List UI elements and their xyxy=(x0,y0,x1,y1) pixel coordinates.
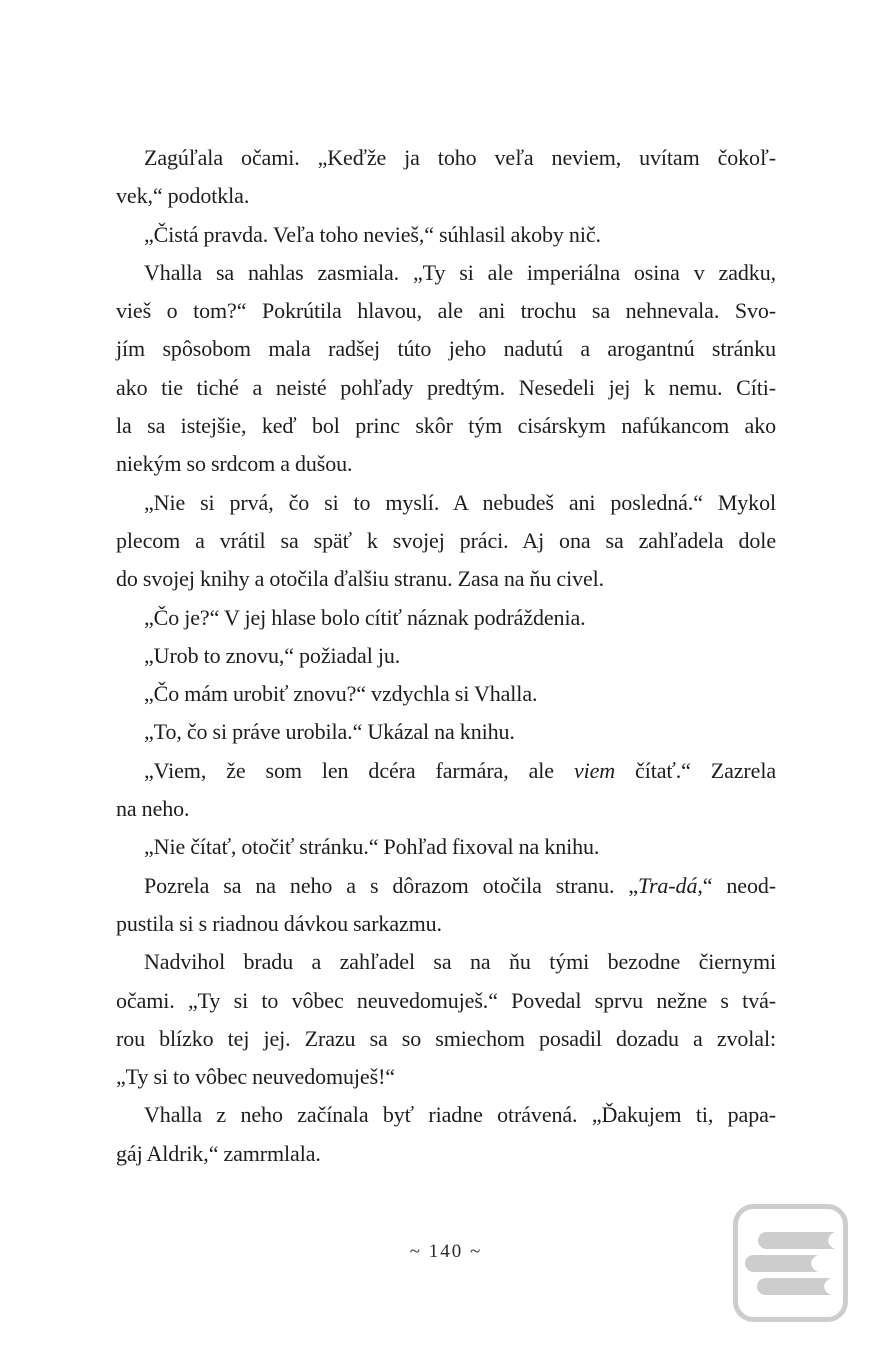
paragraph xyxy=(116,484,776,599)
text-line: „Nie čítať, otočiť stránku.“ Pohľad fixoval na knihu. xyxy=(144,834,600,860)
text-line: vieš o tom?“ Pokrútila hlavou, ale ani trochu sa nehnevala. Svo- xyxy=(116,298,776,324)
text-line: „Čo je?“ V jej hlase bolo cítiť náznak podráždenia. xyxy=(144,604,586,630)
paragraph xyxy=(116,713,776,751)
paragraph xyxy=(116,637,776,675)
page-text xyxy=(116,139,776,1173)
paragraph xyxy=(116,216,776,254)
text-line: jím spôsobom mala radšej túto jeho nadutú a arogantnú stránku xyxy=(116,336,776,362)
text-line: Zagúľala očami. „Keďže ja toho veľa neviem, uvítam čokoľ- xyxy=(144,145,776,170)
paragraph xyxy=(116,254,776,484)
paragraph xyxy=(116,828,776,866)
text-line: gáj Aldrik,“ zamrmlala. xyxy=(116,1140,321,1166)
paragraph xyxy=(116,867,776,944)
text-line: Vhalla sa nahlas zasmiala. „Ty si ale imperiálna osina v zadku, xyxy=(144,259,776,285)
paragraph xyxy=(116,675,776,713)
paragraph xyxy=(116,599,776,637)
books-stack-icon xyxy=(732,1203,849,1323)
text-line: Vhalla z neho začínala byť riadne otrávená. „Ďakujem ti, papa- xyxy=(144,1102,776,1128)
text-line: „Viem, že som len dcéra farmára, ale viem čítať.“ Zazrela xyxy=(144,757,776,783)
text-line: „Čistá pravda. Veľa toho nevieš,“ súhlasil akoby nič. xyxy=(144,221,601,247)
paragraph xyxy=(116,139,776,216)
paragraph xyxy=(116,1096,776,1173)
text-line: „Nie si prvá, čo si to myslí. A nebudeš ani posledná.“ Mykol xyxy=(144,489,776,515)
text-line: rou blízko tej jej. Zrazu sa so smiechom posadil dozadu a zvolal: xyxy=(116,1025,776,1051)
text-line: pustila si s riadnou dávkou sarkazmu. xyxy=(116,910,442,936)
text-line: Nadvihol bradu a zahľadel sa na ňu tými bezodne čiernymi xyxy=(144,949,776,975)
text-line: „Čo mám urobiť znovu?“ vzdychla si Vhalla. xyxy=(144,681,538,707)
page-number: ~ 140 ~ xyxy=(409,1241,483,1262)
text-line: očami. „Ty si to vôbec neuvedomuješ.“ Povedal sprvu nežne s tvá- xyxy=(116,987,776,1013)
paragraph xyxy=(116,752,776,829)
text-line: na neho. xyxy=(116,796,190,822)
text-line: „To, čo si práve urobila.“ Ukázal na knihu. xyxy=(144,719,515,745)
text-line: „Ty si to vôbec neuvedomuješ!“ xyxy=(116,1064,395,1090)
text-line: do svojej knihy a otočila ďalšiu stranu. Zasa na ňu civel. xyxy=(116,566,605,592)
text-line: Pozrela sa na neho a s dôrazom otočila stranu. „Tra-dá,“ neod- xyxy=(144,872,776,898)
text-line: vek,“ podotkla. xyxy=(116,183,250,209)
text-line: „Urob to znovu,“ požiadal ju. xyxy=(144,642,401,668)
text-line: plecom a vrátil sa späť k svojej práci. Aj ona sa zahľadela dole xyxy=(116,527,776,553)
text-line: niekým so srdcom a dušou. xyxy=(116,451,353,477)
paragraph xyxy=(116,943,776,1096)
text-line: la sa istejšie, keď bol princ skôr tým cisárskym nafúkancom ako xyxy=(116,413,776,439)
text-line: ako tie tiché a neisté pohľady predtým. Nesedeli jej k nemu. Cíti- xyxy=(116,374,776,400)
